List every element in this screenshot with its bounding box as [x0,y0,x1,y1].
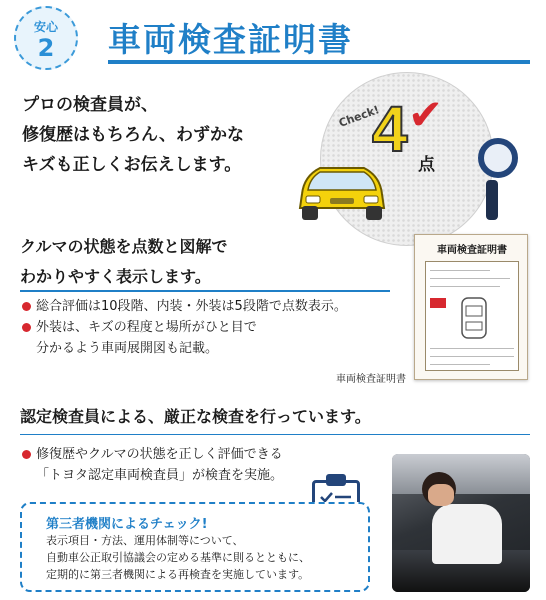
bullet-item: 総合評価は10段階、内装・外装は5段階で点数表示。 [22,296,347,317]
section2-underline [20,434,530,435]
bullet-continuation: 「トヨタ認定車両検査員」が検査を実施。 [36,468,284,483]
certificate-title: 車両検査証明書 [437,245,507,256]
score-number: 4 [372,93,408,165]
intro-line: プロの検査員が、 [22,95,158,115]
bullet-continuation: 分かるよう車両展開図も記載。 [36,341,219,356]
third-party-line: 表示項目・方法、運用体制等について、 [46,534,244,547]
bullet-item: 修復歴やクルマの状態を正しく評価できる [22,444,283,465]
certificate-image [414,234,528,380]
section1-heading [20,232,228,292]
third-party-line: 自動車公正取引協議会の定める基準に則るとともに、 [46,551,310,564]
section1-heading-line: わかりやすく表示します。 [20,267,211,286]
title-underline [108,60,530,64]
intro-line: 修復歴はもちろん、わずかな [22,125,245,145]
magnifier-handle [486,180,498,220]
check-mark-icon: ✔ [408,90,444,139]
third-party-text [46,532,310,583]
car-icon [292,150,392,222]
section-number-badge [14,6,78,70]
intro-line: キズも正しくお伝えします。 [22,155,242,175]
clipboard-clip [326,474,346,486]
score-unit: 点 [418,155,435,175]
badge-number: 2 [37,34,55,62]
section2-bullets [22,444,283,486]
section1-underline [20,290,390,292]
third-party-heading: 第三者機関によるチェック! [46,517,208,532]
intro-text [22,90,244,180]
section1-bullets [22,296,347,359]
inspector-photo [392,454,530,592]
car-diagram-icon [454,294,494,342]
magnifier-icon [478,138,518,178]
third-party-line: 定期的に第三者機関による再検査を実施しています。 [46,568,310,581]
badge-label: 安心 [33,20,58,34]
page-title: 車両検査証明書 [108,20,353,59]
bullet-item: 外装は、キズの程度と場所がひと目で [22,317,347,338]
section2-heading: 認定検査員による、厳正な検査を行っています。 [20,407,371,426]
certificate-form [425,261,519,371]
certificate-caption: 車両検査証明書 [336,374,406,385]
check-label: Check! [337,103,382,130]
section1-heading-line: クルマの状態を点数と図解で [20,237,228,256]
